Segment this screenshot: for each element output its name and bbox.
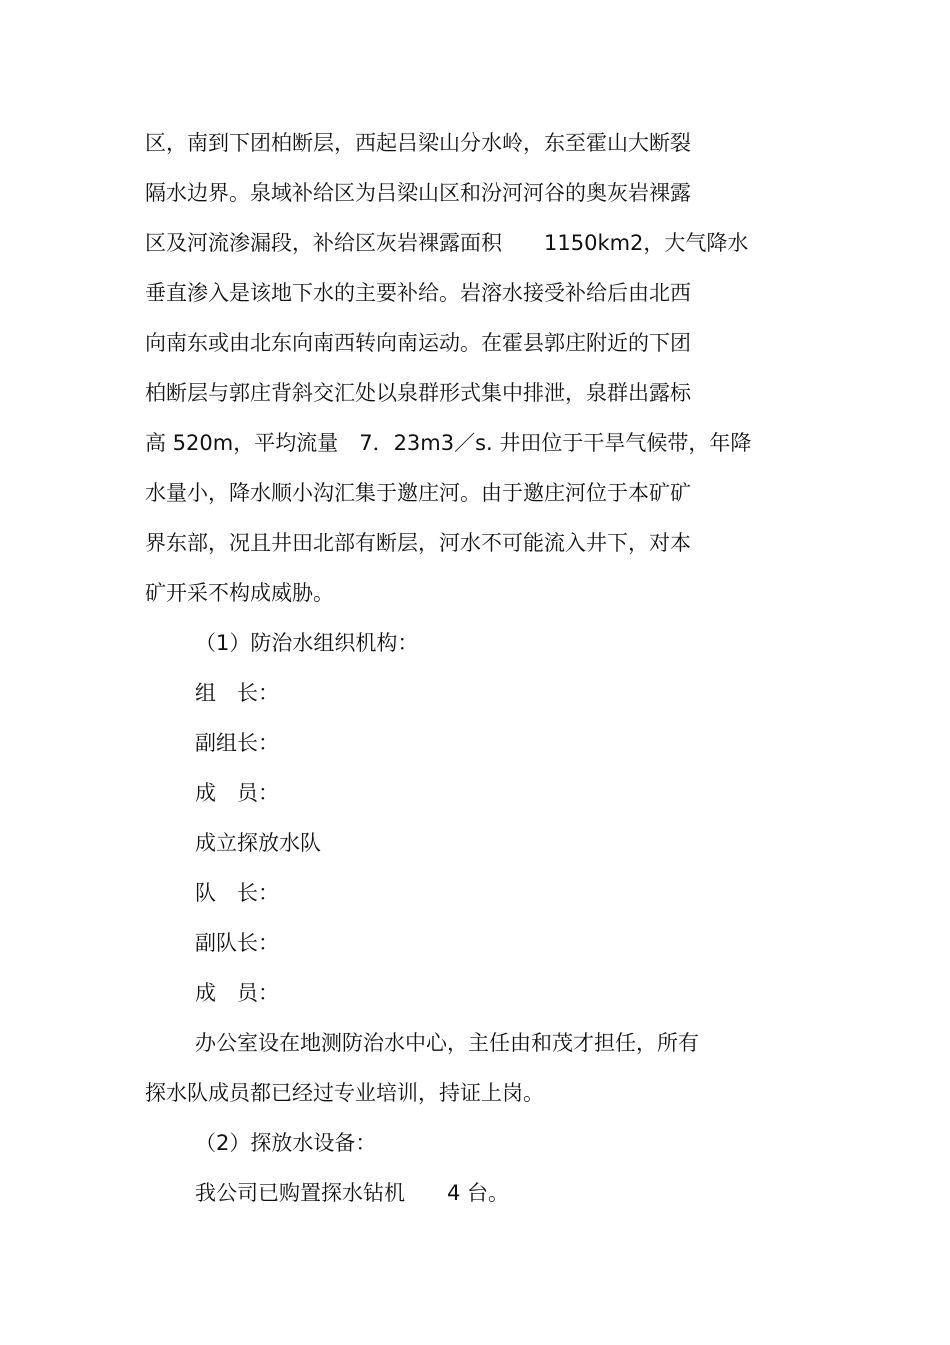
deputy-leader-label: 副组长： xyxy=(195,731,279,755)
team-leader-label: 组 长： xyxy=(195,681,279,705)
paragraph-line-4: 垂直渗入是该地下水的主要补给。岩溶水接受补给后由北西 xyxy=(145,281,691,305)
members-label: 成 员： xyxy=(195,781,279,805)
paragraph-line-10: 矿开采不构成威胁。 xyxy=(145,581,334,605)
captain-label: 队 长： xyxy=(195,881,279,905)
section-heading-1: （1）防治水组织机构： xyxy=(195,631,419,655)
paragraph-line-6: 柏断层与郭庄背斜交汇处以泉群形式集中排泄，泉群出露标 xyxy=(145,381,691,405)
paragraph-line-9: 界东部，况且井田北部有断层，河水不可能流入井下，对本 xyxy=(145,531,691,555)
paragraph-line-2: 隔水边界。泉域补给区为吕梁山区和汾河河谷的奥灰岩裸露 xyxy=(145,181,691,205)
paragraph-line-7: 高 520m，平均流量 7．23m3／s. 井田位于干旱气候带，年降 xyxy=(145,431,752,455)
section-heading-2: （2）探放水设备： xyxy=(195,1131,377,1155)
team-members-label: 成 员： xyxy=(195,981,279,1005)
paragraph-line-8: 水量小，降水顺小沟汇集于邀庄河。由于邀庄河位于本矿矿 xyxy=(145,481,691,505)
paragraph-line-3: 区及河流渗漏段，补给区灰岩裸露面积 1150km2，大气降水 xyxy=(145,231,749,255)
vice-captain-label: 副队长： xyxy=(195,931,279,955)
equipment-line: 我公司已购置探水钻机 4 台。 xyxy=(195,1181,510,1205)
office-paragraph-line-1: 办公室设在地测防治水中心，主任由和茂才担任，所有 xyxy=(195,1031,699,1055)
paragraph-line-5: 向南东或由北东向南西转向南运动。在霍县郭庄附近的下团 xyxy=(145,331,691,355)
office-paragraph-line-2: 探水队成员都已经过专业培训，持证上岗。 xyxy=(145,1081,544,1105)
paragraph-line-1: 区，南到下团柏断层，西起吕梁山分水岭，东至霍山大断裂 xyxy=(145,131,691,155)
team-formation-line: 成立探放水队 xyxy=(195,831,321,855)
